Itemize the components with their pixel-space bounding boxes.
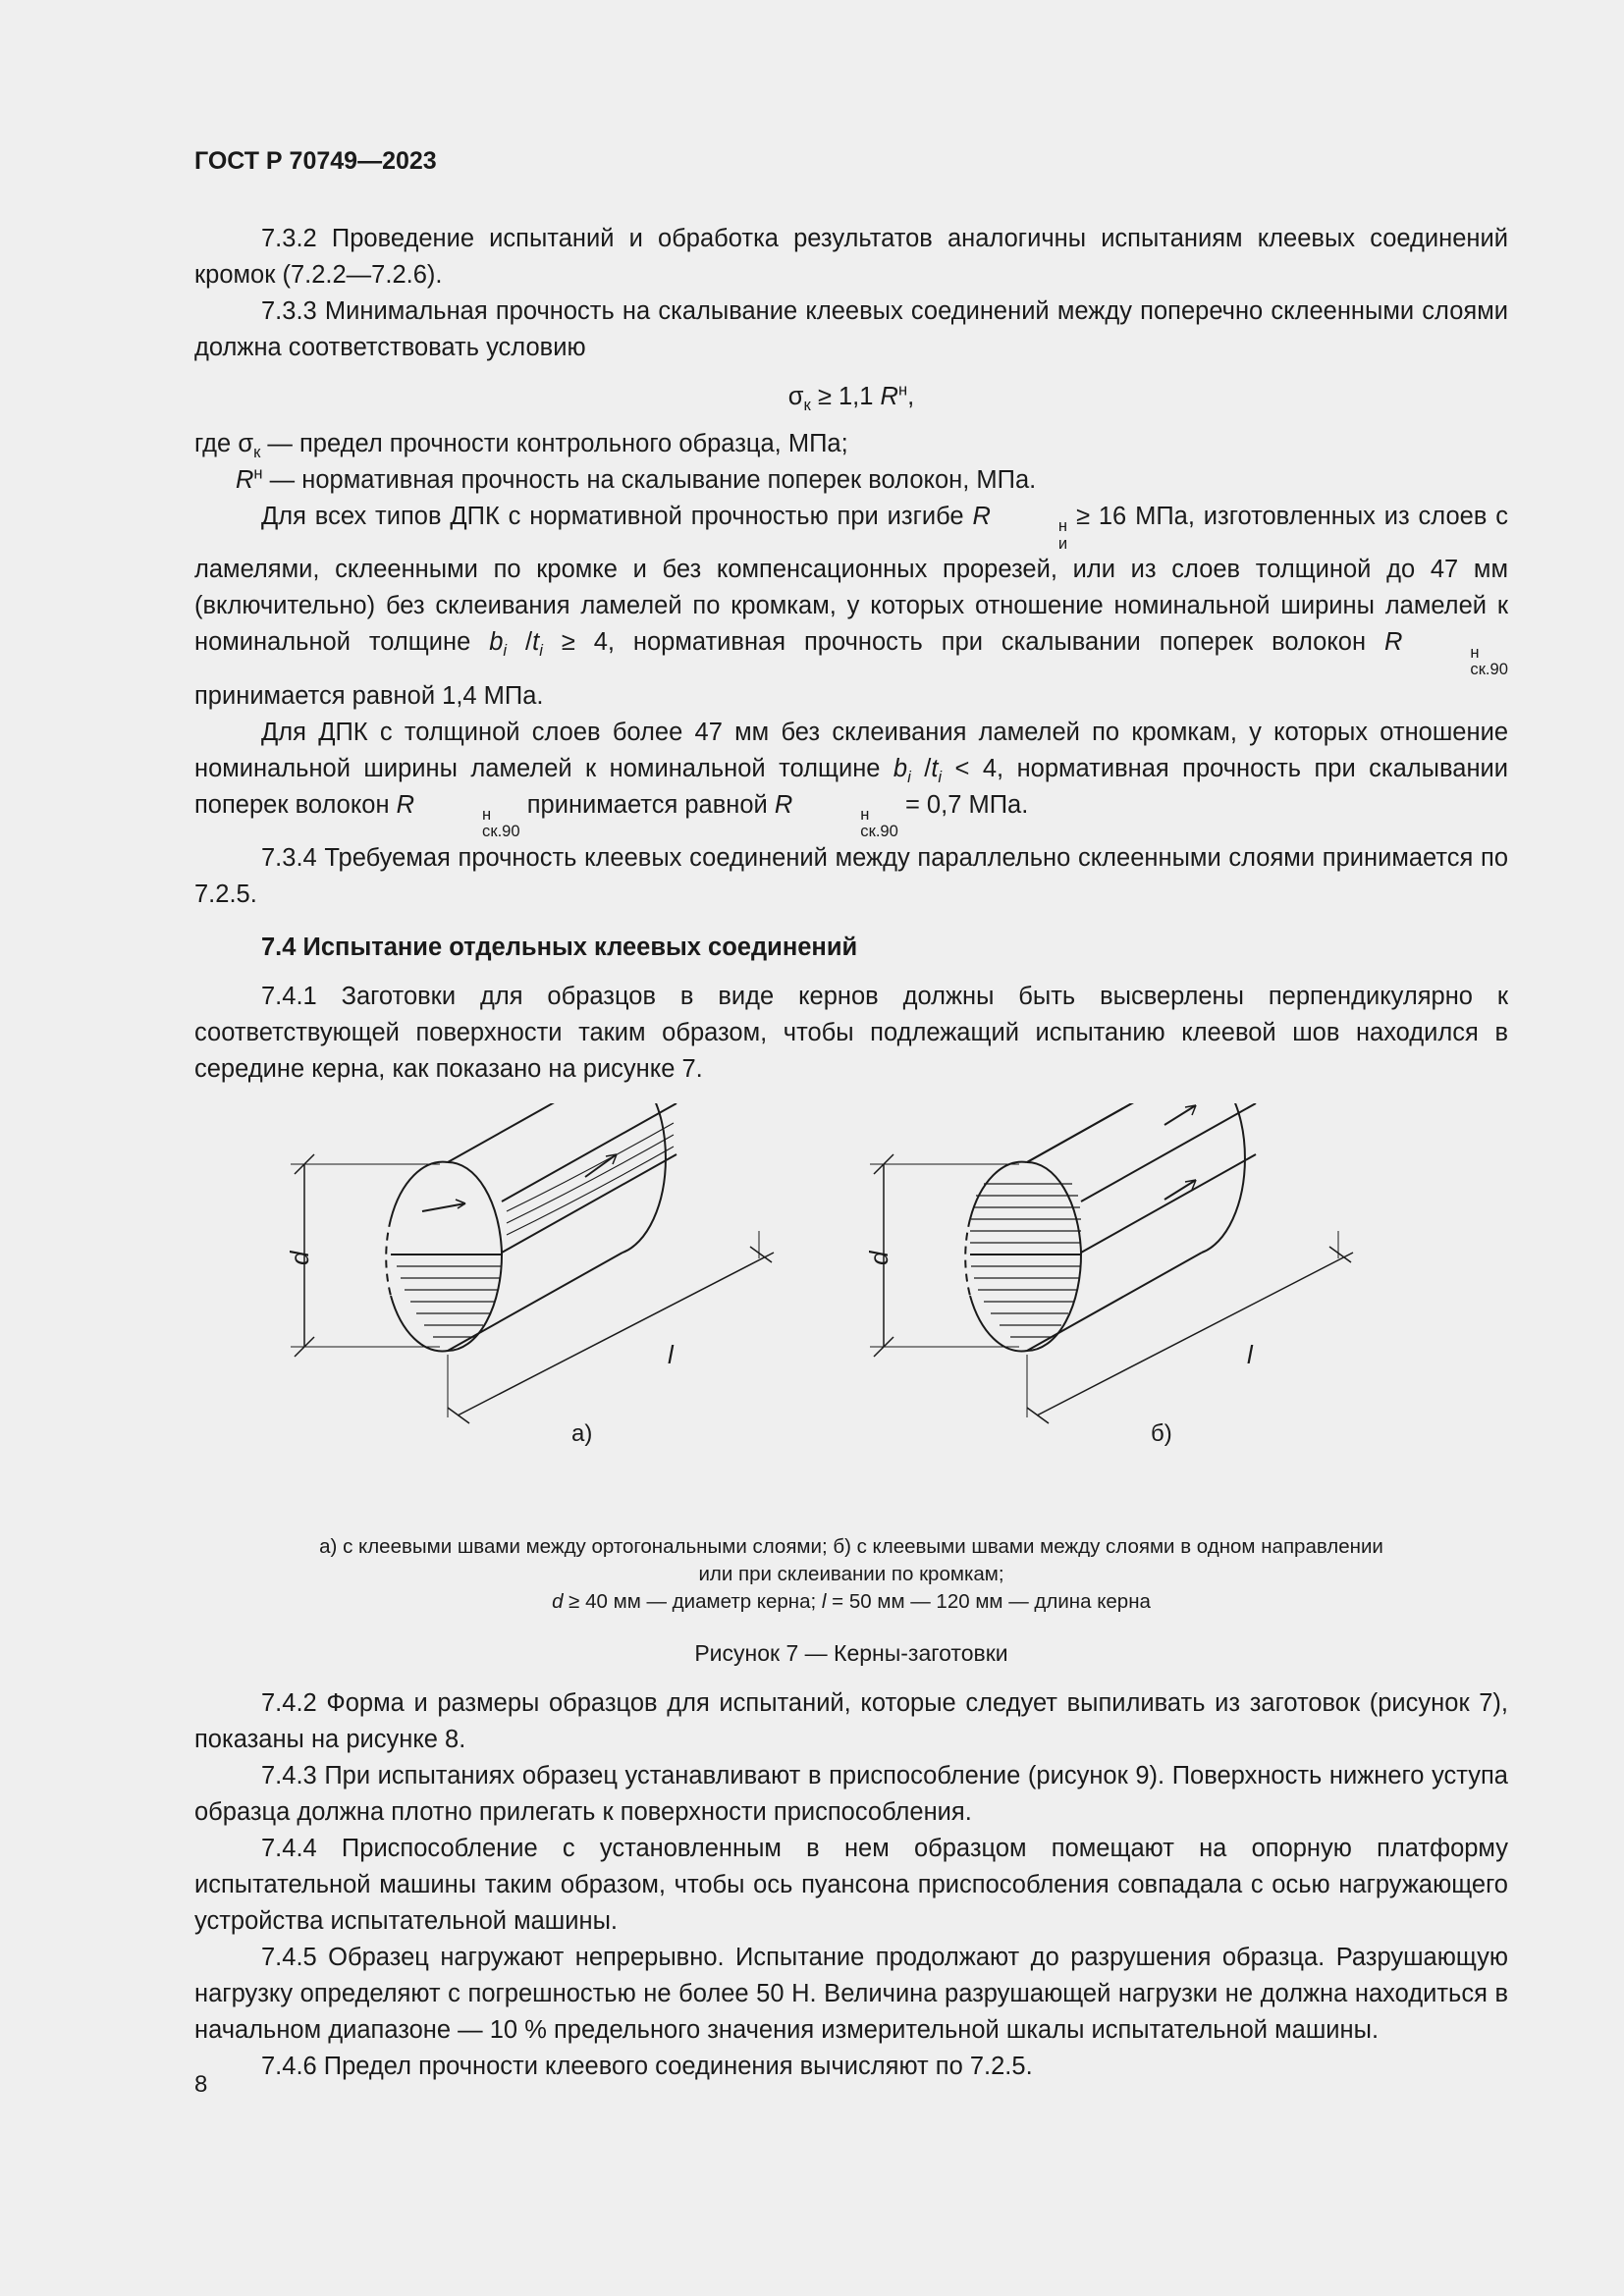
subfigure-label-b: б) (1151, 1419, 1172, 1447)
para-7-4-6: 7.4.6 Предел прочности клеевого соединения вычисляют по 7.2.5. (261, 2052, 1033, 2080)
section-7-4-heading: 7.4 Испытание отдельных клеевых соединений (261, 933, 858, 961)
figure-7-drawing (194, 1103, 1508, 1525)
dim-label-l-b: l (1247, 1339, 1253, 1369)
para-7-3-4: 7.3.4 Требуемая прочность клеевых соединений между параллельно склеенными слоями принимается по 7.2.5. (194, 843, 1508, 908)
para-7-4-4: 7.4.4 Приспособление с установленным в нем образцом помещают на опорную платформу испытательной машины таким образом, чтобы ось пуансона приспособления совпадала с осью нагружающего устройства испытательной машины. (194, 1834, 1508, 1935)
formula: $\sigma_к \ge 1,1$ $R^н$, (787, 380, 915, 415)
where-definition-1: где $\sigma_к$ — предел прочности контрольного образца, МПа; (194, 430, 848, 462)
dim-label-l-a: l (668, 1339, 674, 1369)
dim-label-d-b: d (864, 1251, 893, 1265)
figure-caption: а) с клеевыми швами между ортогональными слоями; б) с клеевыми швами между слоями в одном направлении или при склеивании по кромкам; d ≥ 40 мм — диаметр керна; l = 50 мм — 120 мм — длина керна (319, 1534, 1383, 1613)
para-7-4-2: 7.4.2 Форма и размеры образцов для испытаний, которые следует выпиливать из заготовок (рисунок 7), показаны на рисунке 8. (194, 1688, 1508, 1753)
core-a (291, 1103, 774, 1423)
para-standard-strength: Для всех типов ДПК с нормативной прочностью при изгибе R н и ≥ 16 МПа, изготовленных из слоев с ламелями, склеенными по кромке и без компенсационных прорезей, или из слоев толщиной до 47 мм (включительно) без склеивания ламелей по кромкам, у которых отношение номинальной ширины ламелей к номинальной толщине $b_i$ $/t_i \ge 4$, нормативная прочность при скалывании поперек волокон R н ск.90 принимается равной 1,4 МПа. (194, 503, 1508, 710)
where-definition-2: $R^н$ — нормативная прочность на скалывание поперек волокон, МПа. (236, 463, 1037, 494)
document-body (194, 221, 1508, 2085)
page-number: 8 (194, 2071, 208, 2098)
document-header: ГОСТ Р 70749—2023 (194, 147, 437, 175)
para-7-3-2: 7.3.2 Проведение испытаний и обработка результатов аналогичны испытаниям клеевых соединений кромок (7.2.2—7.2.6). (194, 225, 1508, 289)
para-7-4-3: 7.4.3 При испытаниях образец устанавливают в приспособление (рисунок 9). Поверхность нижнего уступа образца должна плотно прилегать к поверхности приспособления. (194, 1761, 1508, 1826)
subfigure-label-a: а) (571, 1419, 593, 1447)
figure-7 (194, 1103, 1508, 1525)
dim-label-d-a: d (285, 1251, 314, 1265)
para-7-3-3: 7.3.3 Минимальная прочность на скалывание клеевых соединений между поперечно склеенными слоями должна соответствовать условию (194, 297, 1508, 361)
para-7-4-1: 7.4.1 Заготовки для образцов в виде кернов должны быть высверлены перпендикулярно к соответствующей поверхности таким образом, чтобы подлежащий испытанию клеевой шов находился в середине керна, как показано на рисунке 7. (194, 982, 1508, 1083)
core-b (870, 1103, 1353, 1423)
para-thick-layers: Для ДПК с толщиной слоев более 47 мм без склеивания ламелей по кромкам, у которых отношение номинальной ширины ламелей к номинальной толщине $b_i$ $/t_i < 4$, нормативная прочность при скалывании поперек волокон R н ск.90 принимается равной R н ск.90 = 0,7 МПа. (194, 718, 1509, 841)
para-7-4-5: 7.4.5 Образец нагружают непрерывно. Испытание продолжают до разрушения образца. Разрушающую нагрузку определяют с погрешностью не более 50 Н. Величина разрушающей нагрузки не должна находиться в начальном диапазоне — 10 % предельного значения измерительной шкалы испытательной машины. (194, 1943, 1508, 2044)
figure-title: Рисунок 7 — Керны-заготовки (694, 1639, 1008, 1666)
